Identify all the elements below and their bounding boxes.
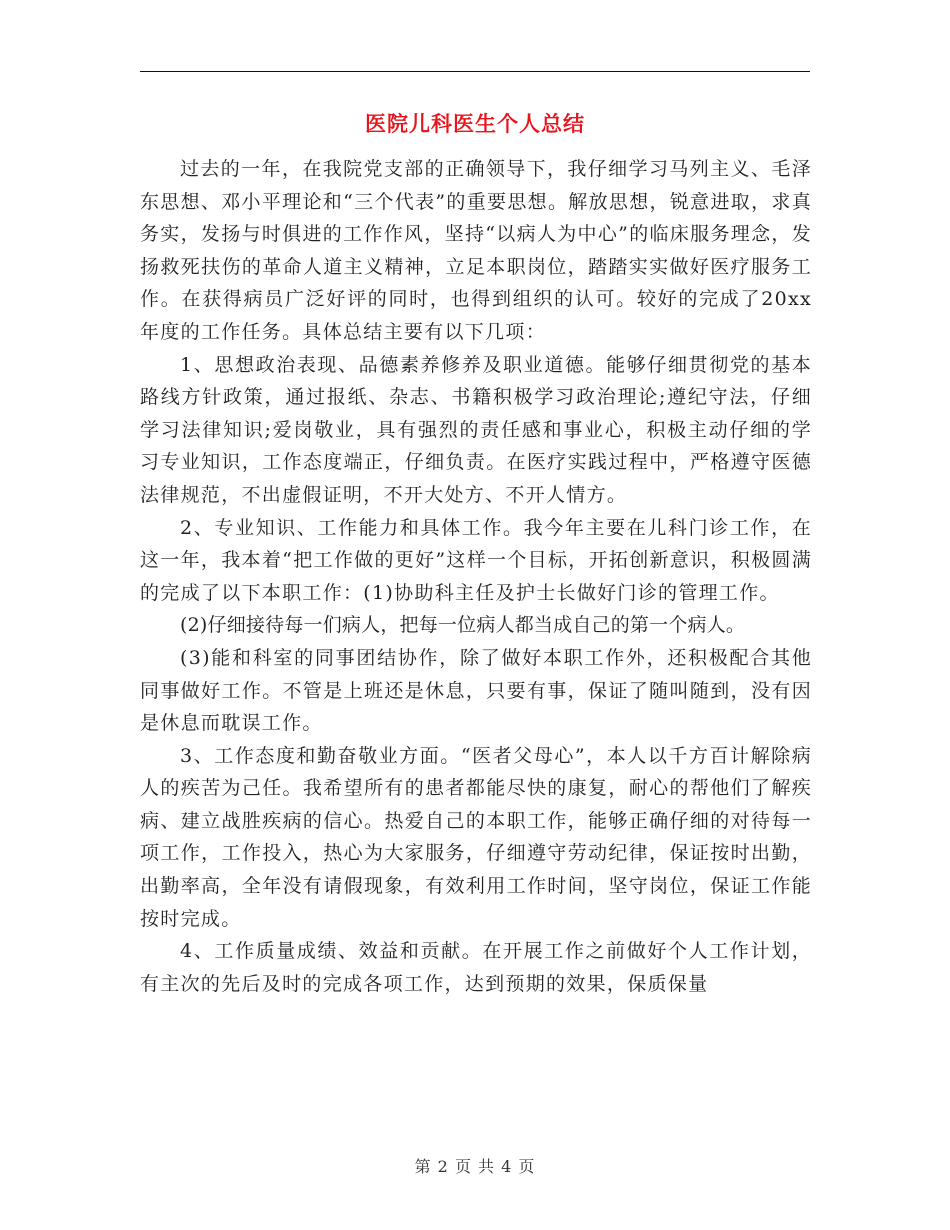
header-rule [140,71,810,72]
paragraph-intro: 过去的一年，在我院党支部的正确领导下，我仔细学习马列主义、毛泽东思想、邓小平理论和“三个代表”的重要思想。解放思想，锐意进取，求真务实，发扬与时俱进的工作作风，坚持“以病人为中心”的临床服务理念，发扬救死扶伤的革命人道主义精神，立足本职岗位，踏踏实实做好医疗服务工作。在获得病员广泛好评的同时，也得到组织的认可。较好的完成了20xx年度的工作任务。具体总结主要有以下几项： [140,158,812,343]
document-title: 医院儿科医生个人总结 [365,112,585,136]
document-body [140,153,812,1000]
page-footer: 第 2 页 共 4 页 [414,1157,536,1176]
paragraph-item-3: (3)能和科室的同事团结协作，除了做好本职工作外，还积极配合其他同事做好工作。不管是上班还是休息，只要有事，保证了随叫随到，没有因是休息而耽误工作。 [140,646,812,735]
paragraph-section-2: 2、专业知识、工作能力和具体工作。我今年主要在儿科门诊工作，在这一年，我本着“把工作做的更好”这样一个目标，开拓创新意识，积极圆满的完成了以下本职工作：(1)协助科主任及护士长做好门诊的管理工作。 [140,516,812,604]
paragraph-item-2: (2)仔细接待每一们病人，把每一位病人都当成自己的第一个病人。 [180,614,746,637]
paragraph-section-3: 3、工作态度和勤奋敬业方面。“医者父母心”，本人以千方百计解除病人的疾苦为己任。我希望所有的患者都能尽快的康复，耐心的帮他们了解疾病、建立战胜疾病的信心。热爱自己的本职工作，能够正确仔细的对待每一项工作，工作投入，热心为大家服务，仔细遵守劳动纪律，保证按时出勤，出勤率高，全年没有请假现象，有效利用工作时间，坚守岗位，保证工作能按时完成。 [140,744,812,930]
paragraph-section-1: 1、思想政治表现、品德素养修养及职业道德。能够仔细贯彻党的基本路线方针政策，通过报纸、杂志、书籍积极学习政治理论;遵纪守法，仔细学习法律知识;爱岗敬业，具有强烈的责任感和事业心，积极主动仔细的学习专业知识，工作态度端正，仔细负责。在医疗实践过程中，严格遵守医德法律规范，不出虚假证明，不开大处方、不开人情方。 [140,353,812,506]
paragraph-section-4: 4、工作质量成绩、效益和贡献。在开展工作之前做好个人工作计划，有主次的先后及时的完成各项工作，达到预期的效果，保质保量 [140,940,812,995]
